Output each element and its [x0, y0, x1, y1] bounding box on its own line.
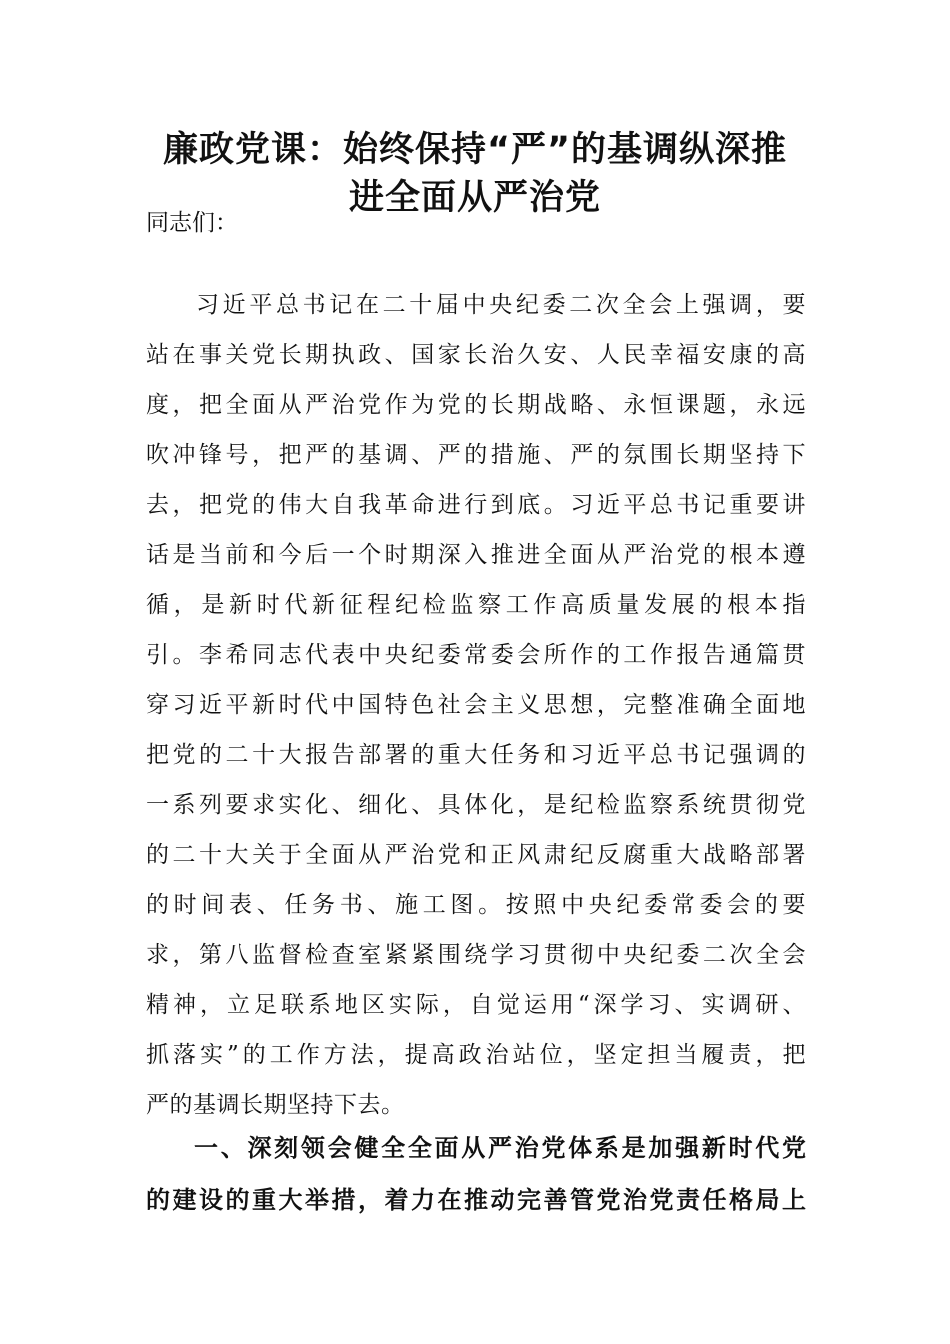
paragraph-line: 循，是新时代新征程纪检监察工作高质量发展的根本指: [146, 592, 806, 618]
paragraph-line: 话是当前和今后一个时期深入推进全面从严治党的根本遵: [146, 542, 806, 568]
paragraph-line: 穿习近平新时代中国特色社会主义思想，完整准确全面地: [146, 692, 806, 718]
salutation: 同志们：: [146, 210, 238, 236]
paragraph-line: 的二十大关于全面从严治党和正风肃纪反腐重大战略部署: [146, 842, 806, 868]
paragraph-line: 的时间表、任务书、施工图。按照中央纪委常委会的要: [146, 892, 806, 918]
section-heading-line: 一、深刻领会健全全面从严治党体系是加强新时代党: [194, 1134, 806, 1162]
paragraph-line: 吹冲锋号，把严的基调、严的措施、严的氛围长期坚持下: [146, 442, 806, 468]
paragraph-line: 抓落实”的工作方法，提高政治站位，坚定担当履责，把: [146, 1042, 806, 1068]
paragraph-line: 严的基调长期坚持下去。: [146, 1092, 405, 1118]
paragraph-line: 求，第八监督检查室紧紧围绕学习贯彻中央纪委二次全会: [146, 942, 806, 968]
paragraph-line: 一系列要求实化、细化、具体化，是纪检监察系统贯彻党: [146, 792, 806, 818]
title-line-2: 进全面从严治党: [348, 178, 601, 218]
body-paragraph: [146, 280, 806, 1130]
paragraph-line: 站在事关党长期执政、国家长治久安、人民幸福安康的高: [146, 342, 806, 368]
paragraph-line: 度，把全面从严治党作为党的长期战略、永恒课题，永远: [146, 392, 806, 418]
paragraph-line: 习近平总书记在二十届中央纪委二次全会上强调，要: [196, 292, 806, 318]
section-heading-line: 的建设的重大举措，着力在推动完善管党治党责任格局上: [146, 1186, 806, 1214]
paragraph-line: 精神，立足联系地区实际，自觉运用“深学习、实调研、: [146, 992, 806, 1018]
paragraph-line: 引。李希同志代表中央纪委常委会所作的工作报告通篇贯: [146, 642, 806, 668]
title-line-1: 廉政党课：始终保持“严”的基调纵深推: [162, 130, 787, 170]
section-heading: [146, 1122, 806, 1226]
paragraph-line: 把党的二十大报告部署的重大任务和习近平总书记强调的: [146, 742, 806, 768]
paragraph-line: 去，把党的伟大自我革命进行到底。习近平总书记重要讲: [146, 492, 806, 518]
